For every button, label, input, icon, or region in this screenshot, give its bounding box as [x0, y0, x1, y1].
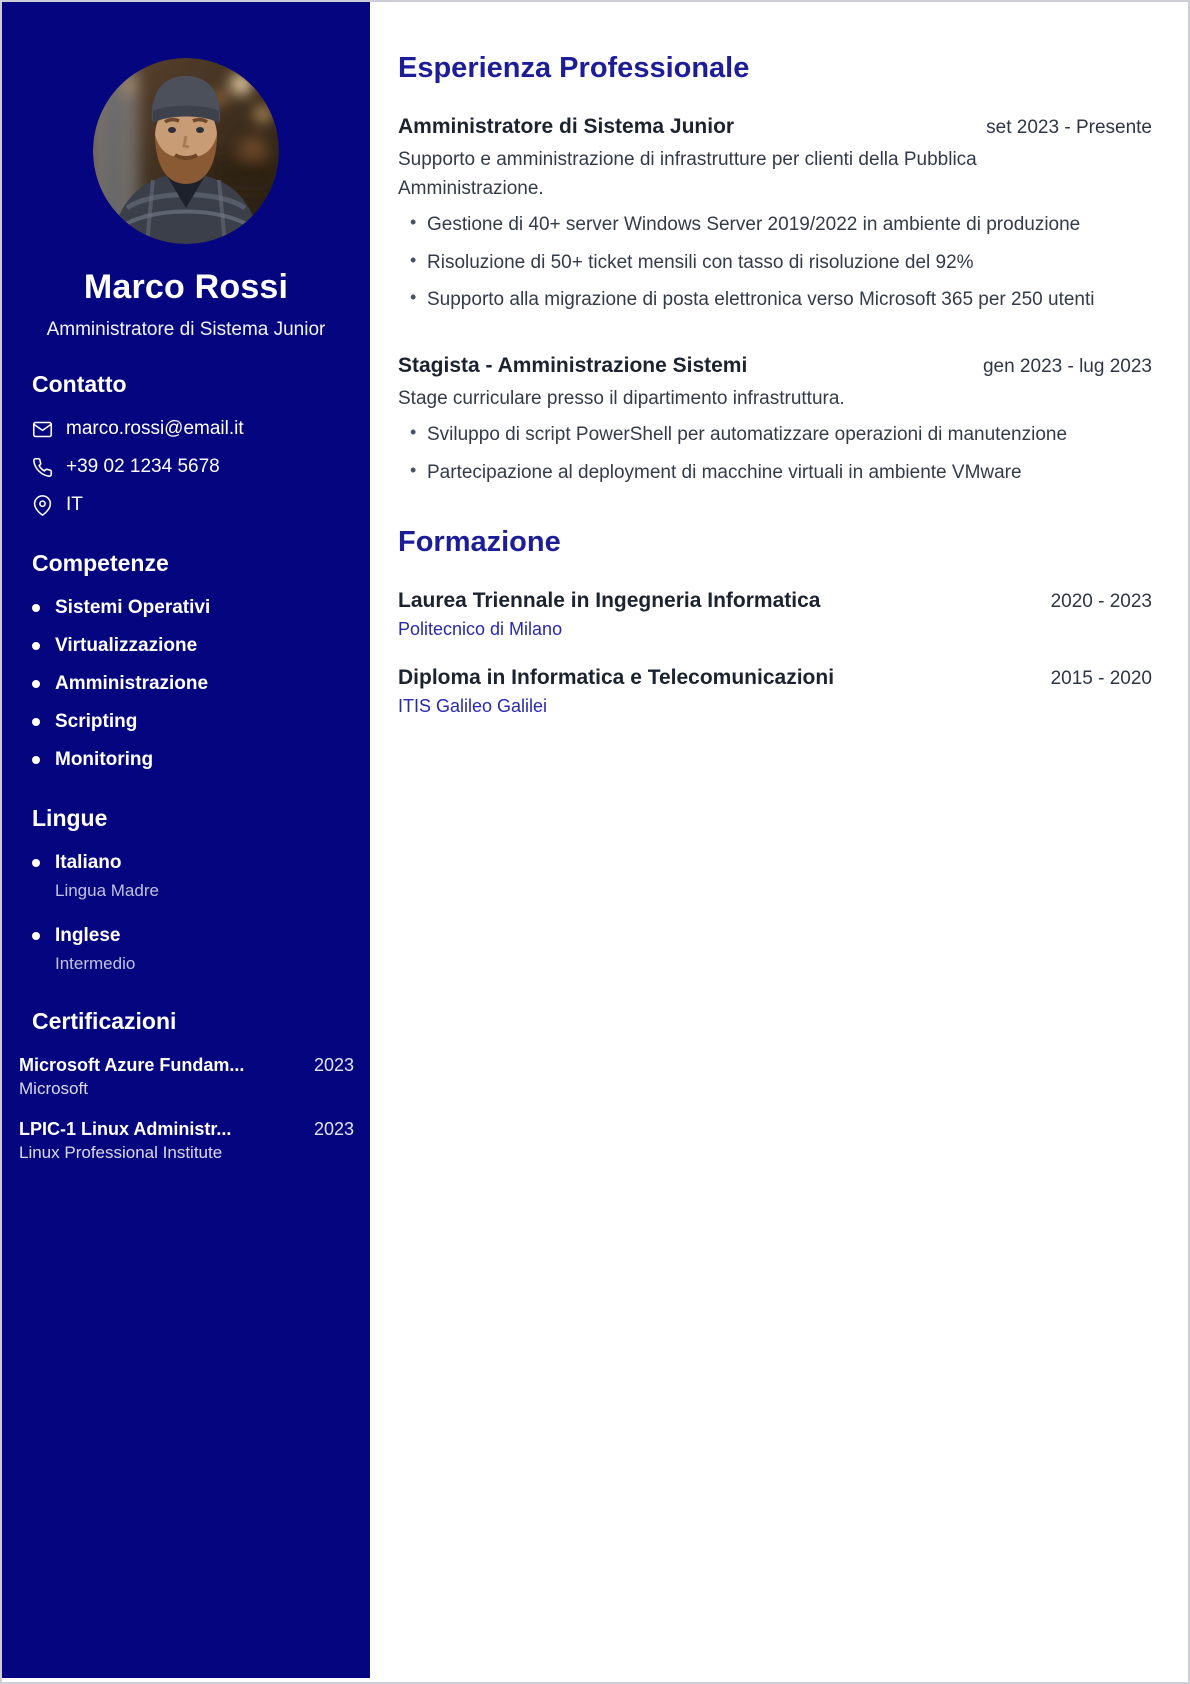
experience-heading: Esperienza Professionale: [398, 52, 750, 84]
language-item: [32, 925, 340, 974]
education-entry-school: ITIS Galileo Galilei: [398, 696, 548, 717]
skills-list: [32, 597, 340, 771]
contact-phone-row: [32, 456, 340, 478]
languages-section: [32, 805, 340, 974]
avatar: [93, 58, 279, 244]
mail-icon: [32, 419, 53, 440]
certification-item: [19, 1119, 354, 1163]
skill-item: [32, 749, 340, 771]
bullet-dot-icon: [32, 756, 40, 764]
certification-issuer: Linux Professional Institute: [19, 1143, 223, 1162]
language-item: [32, 852, 340, 901]
skill-label: Scripting: [55, 711, 138, 732]
phone-icon: [32, 457, 53, 478]
sidebar: [2, 2, 370, 1678]
job-entry: [398, 354, 1152, 487]
education-entry-date: 2020 - 2023: [1050, 591, 1152, 613]
contact-location: IT: [66, 494, 83, 515]
certification-title: LPIC-1 Linux Administr...: [19, 1119, 232, 1139]
contact-email: marco.rossi@email.it: [66, 418, 244, 439]
certifications-section: [19, 1008, 354, 1163]
skill-label: Amministrazione: [55, 673, 209, 694]
skill-item: [32, 635, 340, 657]
certification-item: [19, 1055, 354, 1099]
job-bullet-list: [398, 211, 1100, 314]
certification-title: Microsoft Azure Fundam...: [19, 1055, 245, 1075]
job-bullet: • Gestione di 40+ server Windows Server 2019/2022 in ambiente di produzione: [410, 211, 1100, 239]
education-entry: [398, 589, 1152, 640]
language-level: Lingua Madre: [55, 881, 159, 900]
education-entry-school: Politecnico di Milano: [398, 619, 563, 640]
education-section: [398, 526, 1152, 717]
languages-heading: Lingue: [32, 805, 108, 831]
education-entry: [398, 666, 1152, 717]
certifications-heading: Certificazioni: [32, 1008, 177, 1034]
skill-label: Sistemi Operativi: [55, 597, 211, 618]
language-level: Intermedio: [55, 954, 136, 973]
language-name: Italiano: [55, 852, 122, 873]
contact-email-row: [32, 418, 340, 440]
candidate-job-title: Amministratore di Sistema Junior: [46, 319, 326, 340]
contact-heading: Contatto: [32, 371, 127, 397]
candidate-name: Marco Rossi: [83, 268, 289, 306]
main-content: [370, 2, 1188, 1682]
bullet-dot-icon: [32, 680, 40, 688]
job-bullet-list: [398, 421, 1100, 486]
certification-year: 2023: [313, 1055, 354, 1075]
skill-item: [32, 711, 340, 733]
education-entry-title: Laurea Triennale in Ingegneria Informatica: [398, 589, 821, 613]
skill-item: [32, 673, 340, 695]
profile-photo: [93, 58, 279, 244]
education-heading: Formazione: [398, 526, 561, 559]
skill-label: Virtualizzazione: [55, 635, 198, 656]
job-entry-title: Amministratore di Sistema Junior: [398, 115, 735, 138]
contact-section: [32, 371, 340, 516]
education-entry-date: 2015 - 2020: [1050, 668, 1152, 690]
job-bullet: • Supporto alla migrazione di posta elettronica verso Microsoft 365 per 250 utenti: [410, 286, 1100, 314]
skill-label: Monitoring: [55, 749, 154, 770]
job-entry-date: set 2023 - Presente: [986, 117, 1152, 138]
skills-section: [32, 550, 340, 771]
education-entry-title: Diploma in Informatica e Telecomunicazioni: [398, 666, 835, 690]
job-entry: [398, 115, 1152, 314]
map-pin-icon: [32, 495, 53, 516]
certification-year: 2023: [313, 1119, 354, 1139]
contact-phone: +39 02 1234 5678: [66, 456, 220, 477]
job-entry-date: gen 2023 - lug 2023: [982, 355, 1152, 377]
job-bullet: • Risoluzione di 50+ ticket mensili con tasso di risoluzione del 92%: [410, 249, 1100, 277]
job-bullet: • Partecipazione al deployment di macchine virtuali in ambiente VMware: [410, 459, 1100, 487]
contact-location-row: [32, 494, 340, 516]
job-entry-description: Stage curriculare presso il dipartimento infrastruttura.: [398, 387, 845, 409]
language-name: Inglese: [55, 925, 121, 946]
job-entry-description: Supporto e amministrazione di infrastrutture per clienti della Pubblica Amministrazione.: [398, 149, 977, 199]
bullet-dot-icon: [32, 859, 40, 867]
skill-item: [32, 597, 340, 619]
certification-issuer: Microsoft: [19, 1079, 88, 1098]
bullet-dot-icon: [32, 932, 40, 940]
bullet-dot-icon: [32, 604, 40, 612]
job-entry-title: Stagista - Amministrazione Sistemi: [398, 353, 748, 377]
bullet-dot-icon: [32, 718, 40, 726]
skills-heading: Competenze: [32, 550, 169, 576]
job-bullet: • Sviluppo di script PowerShell per automatizzare operazioni di manutenzione: [410, 421, 1100, 449]
experience-section: [398, 52, 1152, 486]
bullet-dot-icon: [32, 642, 40, 650]
